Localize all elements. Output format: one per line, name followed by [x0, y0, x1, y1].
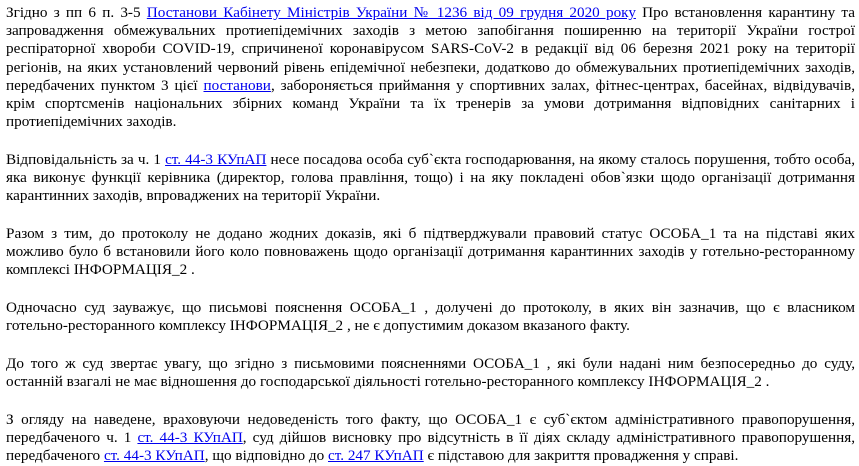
text-segment: Разом з тим, до протоколу не додано жодних доказів, які б підтверджували правовий статус ОСОБА_1 та на підставі яких можливо було б встановили його коло повноважень щодо організації дотримання карантинних заходів у готельно-ресторанному комплексі ІНФОРМАЦІЯ_2 .	[6, 225, 855, 279]
text-segment: Згідно з пп 6 п. 3-5	[6, 4, 147, 21]
text-segment: До того ж суд звертає увагу, що згідно з письмовими поясненнями ОСОБА_1 , які були надані ним безпосередньо до суду, останній взагалі не має відношення до господарської діяльності готельно-ресторанного комплексу ІНФОРМАЦІЯ_2 .	[6, 355, 855, 391]
link-resolution[interactable]: постанови	[203, 76, 271, 94]
text-segment: Про встановлення карантину та запровадження обмежувальних протиепідемічних заходів з метою запобігання поширенню на території України гострої респіраторної хвороби COVID-19, спричиненої коронавірусом SARS-CoV-2 в редакції від 06 березня 2021 року на території регіонів, на яких установлений червоний рівень епідемічної небезпеки, додатково до обмежувальних протиепідемічних заходів, передбачених пунктом 3 цієї	[6, 4, 855, 94]
document-body	[6, 4, 855, 466]
text-segment: несе посадова особа суб`єкта господарювання, на якому сталось порушення, тобто особа, яка виконує функції керівника (директор, голова правління, тощо) і на яку покладені обов`язки щодо організації дотримання карантинних заходів, впроваджених на території України.	[6, 150, 855, 205]
link-article-247[interactable]: ст. 247 КУпАП	[328, 447, 424, 465]
paragraph	[6, 4, 855, 131]
text-segment: , забороняється приймання у спортивних залах, фітнес-центрах, басейнах, відвідувачів, крім спортсменів національних збірних команд України та їх тренерів за умови дотримання відповідних санітарних і протиепідемічних заходів.	[6, 76, 855, 131]
paragraph	[6, 299, 855, 335]
paragraph	[6, 151, 855, 206]
link-article-44-3[interactable]: ст. 44-3 КУпАП	[103, 447, 205, 465]
link-article-44-3[interactable]: ст. 44-3 КУпАП	[165, 150, 267, 168]
paragraph	[6, 355, 855, 391]
link-article-44-3[interactable]: ст. 44-3 КУпАП	[137, 429, 243, 447]
text-segment: , що відповідно до	[204, 447, 328, 465]
paragraph	[6, 411, 855, 466]
text-segment: є підставою для закриття провадження у справі.	[423, 447, 739, 465]
link-resolution-1236[interactable]: Постанови Кабінету Міністрів України № 1236 від 09 грудня 2020 року	[146, 4, 636, 21]
text-segment: Відповідальність за ч. 1	[6, 150, 166, 168]
text-segment: Одночасно суд зауважує, що письмові пояснення ОСОБА_1 , долучені до протоколу, в яких він зазначив, що є власником готельно-ресторанного комплексу ІНФОРМАЦІЯ_2 , не є допустимим доказом вказаного факту.	[6, 299, 855, 335]
paragraph	[6, 225, 855, 280]
text-segment: , суд дійшов висновку про відсутність в її діях складу адміністративного правопорушення, передбаченого	[6, 429, 855, 465]
text-segment: З огляду на наведене, враховуючи недоведеність того факту, що ОСОБА_1 є суб`єктом адміністративного правопорушення, передбаченого ч. 1	[6, 410, 855, 447]
